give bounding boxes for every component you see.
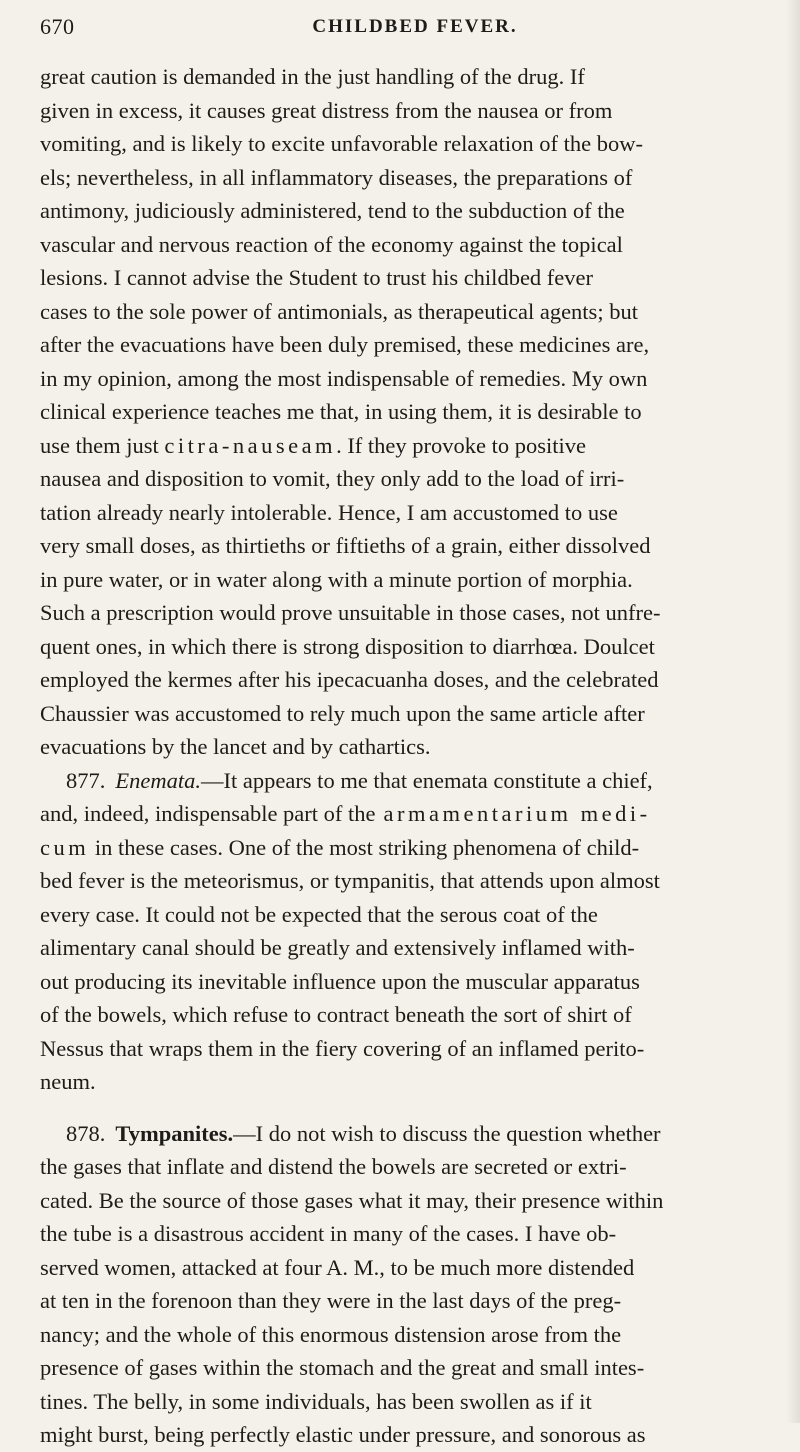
text-line: 877. Enemata. —It appears to me that enemata constitute a chief,: [40, 764, 788, 798]
text-line: great caution is demanded in the just handling of the drug. If: [40, 64, 585, 89]
section-heading: Tympanites.: [115, 1120, 234, 1146]
text-line: neum.: [40, 1069, 96, 1094]
text-line: lesions. I cannot advise the Student to trust his childbed fever: [40, 265, 594, 290]
text-line: quent ones, in which there is strong disposition to diarrhœa. Doulcet: [40, 633, 655, 659]
text-line: Chaussier was accustomed to rely much upon the same article after: [40, 700, 645, 726]
page-number: 670: [40, 14, 75, 39]
text-line: tation already nearly intolerable. Hence, I am accustomed to use: [40, 499, 618, 525]
latin-term: cum: [40, 834, 90, 860]
text-line: nancy; and the whole of this enormous distension arose from the: [40, 1321, 622, 1347]
text-line: served women, attacked at four A. M., to be much more distended: [40, 1254, 635, 1280]
section-heading: Enemata.: [115, 767, 201, 793]
text-line: alimentary canal should be greatly and extensively inflamed with-: [40, 935, 635, 960]
text-line: evacuations by the lancet and by cathartics.: [40, 734, 431, 759]
text-line: cases to the sole power of antimonials, as therapeutical agents; but: [40, 298, 638, 324]
text-line: the gases that inflate and distend the bowels are secreted or extri-: [40, 1154, 627, 1179]
text-line: the tube is a disastrous accident in many of the cases. I have ob-: [40, 1221, 617, 1246]
text-line: vomiting, and is likely to excite unfavorable relaxation of the bow-: [40, 131, 643, 156]
text-line: bed fever is the meteorismus, or tympanitis, that attends upon almost: [40, 868, 660, 893]
section-number: 878.: [66, 1120, 106, 1146]
text-line: presence of gases within the stomach and the great and small intes-: [40, 1355, 645, 1380]
page-edge-shadow: [786, 0, 800, 1423]
text-line: clinical experience teaches me that, in using them, it is desirable to: [40, 399, 642, 424]
paragraph-878: [40, 1117, 788, 1452]
text-line: tines. The belly, in some individuals, has been swollen as if it: [40, 1388, 592, 1414]
text-line: after the evacuations have been duly premised, these medicines are,: [40, 332, 650, 357]
text-line: Such a prescription would prove unsuitable in those cases, not unfre-: [40, 600, 661, 625]
text-line: and, indeed, indispensable part of the armamentarium medi-: [40, 797, 788, 831]
text-line: vascular and nervous reaction of the economy against the topical: [40, 231, 623, 257]
text-line: in pure water, or in water along with a minute portion of morphia.: [40, 566, 633, 592]
text-line: at ten in the forenoon than they were in the last days of the preg-: [40, 1288, 622, 1313]
text-line: very small doses, as thirtieths or fiftieths of a grain, either dissolved: [40, 533, 651, 558]
latin-term: armamentarium medi-: [383, 801, 651, 826]
text-line: out producing its inevitable influence upon the muscular apparatus: [40, 968, 640, 994]
text-line: antimony, judiciously administered, tend to the subduction of the: [40, 198, 625, 223]
section-number: 877.: [66, 767, 106, 793]
text-line: 878. Tympanites. —I do not wish to discuss the question whether: [40, 1117, 788, 1151]
paragraph-gap: [40, 1099, 788, 1117]
page-header: [40, 14, 790, 48]
text-line: employed the kermes after his ipecacuanha doses, and the celebrated: [40, 667, 659, 692]
text-line: in my opinion, among the most indispensable of remedies. My own: [40, 365, 648, 391]
paragraph-877: [40, 764, 788, 1099]
text-line: might burst, being perfectly elastic under pressure, and sonorous as: [40, 1422, 646, 1447]
paragraph-1: [40, 60, 788, 764]
text-line: Nessus that wraps them in the fiery covering of an inflamed perito-: [40, 1035, 645, 1061]
text-line: cated. Be the source of those gases what it may, their presence within: [40, 1187, 664, 1213]
text-line: cum in these cases. One of the most striking phenomena of child-: [40, 831, 788, 865]
text-line: of the bowels, which refuse to contract beneath the sort of shirt of: [40, 1002, 632, 1027]
text-line: nausea and disposition to vomit, they only add to the load of irri-: [40, 466, 625, 491]
running-head: CHILDBED FEVER.: [312, 16, 518, 37]
latin-term: citra-nauseam: [164, 432, 337, 458]
text-line: use them just citra-nauseam . If they provoke to positive: [40, 429, 788, 463]
text-line: given in excess, it causes great distress from the nausea or from: [40, 97, 613, 123]
text-line: every case. It could not be expected that the serous coat of the: [40, 901, 598, 927]
text-line: els; nevertheless, in all inflammatory diseases, the preparations of: [40, 164, 633, 190]
body-text: [40, 60, 788, 1452]
